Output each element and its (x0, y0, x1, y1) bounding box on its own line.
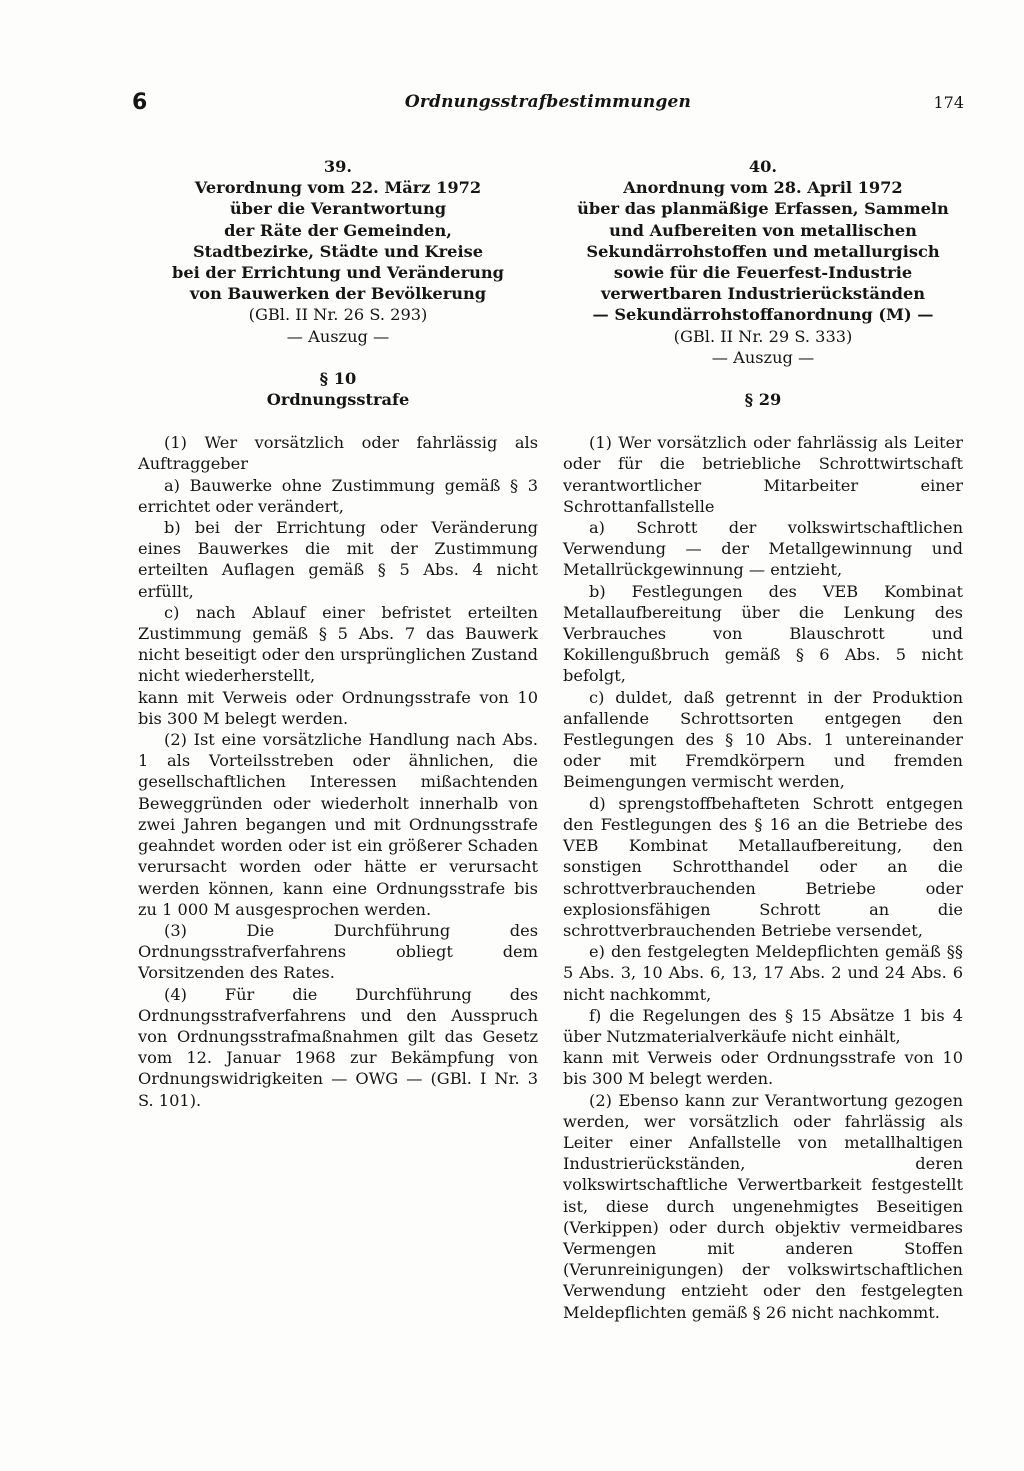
excerpt-label: — Auszug — (286, 326, 390, 346)
paragraph: b) Festlegungen des VEB Kombinat Metallaufbereitung über die Lenkung des Verbrauches von Blauschrott und Kokillengußbruch gemäß § 6 Abs. 5 nicht befolgt, (563, 581, 963, 686)
regulation-number: 40. (748, 157, 778, 176)
regulation-title-line: Stadtbezirke, Städte und Kreise (192, 241, 484, 261)
excerpt-label: — Auszug — (711, 347, 815, 367)
page-number: 174 (933, 93, 964, 112)
paragraph: (3) Die Durchführung des Ordnungsstrafverfahrens obliegt dem Vorsitzenden des Rates. (138, 920, 538, 983)
paragraph: d) sprengstoffbehafteten Schrott entgegen den Festlegungen des § 16 an die Betriebe des VEB Kombinat Metallaufbereitung, den sonstigen Schrotthandel oder an die schrottverbrauchenden Betriebe oder explosionsfähigen Schrott an die schrottverbrauchenden Betriebe versendet, (563, 793, 963, 940)
regulation-title-line: über die Verantwortung (229, 199, 447, 219)
left-column (138, 156, 538, 1111)
paragraph: a) Schrott der volkswirtschaftlichen Verwendung — der Metallgewinnung und Metallrückgewinnung — entzieht, (563, 518, 963, 580)
paragraph: (1) Wer vorsätzlich oder fahrlässig als Auftraggeber (138, 433, 538, 474)
paragraph: a) Bauwerke ohne Zustimmung gemäß § 3 errichtet oder verändert, (138, 475, 538, 516)
section-heading: § 29 (744, 390, 782, 410)
paragraph: f) die Regelungen des § 15 Absätze 1 bis 4 über Nutzmaterialverkäufe nicht einhält, (563, 1005, 963, 1046)
paragraph: b) bei der Errichtung oder Veränderung eines Bauwerkes die mit der Zustimmung erteilten Auflagen gemäß § 5 Abs. 4 nicht erfüllt, (138, 518, 538, 601)
paragraph: c) nach Ablauf einer befristet erteilten Zustimmung gemäß § 5 Abs. 7 das Bauwerk nicht beseitigt oder den ursprünglichen Zustand nicht wiederherstellt, (138, 602, 538, 686)
regulation-title-line: — Sekundärrohstoffanordnung (M) — (592, 305, 934, 325)
regulation-title-line: verwertbaren Industrierückständen (600, 284, 926, 304)
paragraph: e) den festgelegten Meldepflichten gemäß §§ 5 Abs. 3, 10 Abs. 6, 13, 17 Abs. 2 und 24 Abs. 6 nicht nachkommt, (563, 942, 963, 1004)
regulation-title-line: der Räte der Gemeinden, (224, 220, 452, 240)
running-title: Ordnungsstrafbestimmungen (404, 92, 692, 112)
regulation-title-line: über das planmäßige Erfassen, Sammeln (577, 199, 949, 219)
right-column (563, 156, 963, 1323)
regulation-title-line: Verordnung vom 22. März 1972 (194, 178, 482, 198)
regulation-title-line: von Bauwerken der Bevölkerung (189, 284, 487, 304)
regulation-title-line: Anordnung vom 28. April 1972 (623, 178, 903, 198)
paragraph: (1) Wer vorsätzlich oder fahrlässig als Leiter oder für die betriebliche Schrottwirtschaft verantwortlicher Mitarbeiter einer Schrottanfallstelle (563, 433, 963, 516)
paragraph: (2) Ist eine vorsätzliche Handlung nach Abs. 1 als Vorteilsstreben oder ähnlichen, die gesellschaftlichen Interessen mißachtenden Beweggründen oder wiederholt innerhalb von zwei Jahren begangen und mit Ordnungsstrafe geahndet worden oder ist ein größerer Schaden verursacht worden oder hätte er verursacht werden können, kann eine Ordnungsstrafe bis zu 1 000 M ausgesprochen werden. (138, 730, 538, 919)
paragraph: kann mit Verweis oder Ordnungsstrafe von 10 bis 300 M belegt werden. (138, 687, 538, 728)
paragraph: c) duldet, daß getrennt in der Produktion anfallende Schrottsorten entgegen den Festlegungen des § 10 Abs. 1 untereinander oder mit Fremdkörpern und fremden Beimengungen vermischt werden, (563, 687, 963, 792)
paragraph: kann mit Verweis oder Ordnungsstrafe von 10 bis 300 M belegt werden. (563, 1048, 963, 1089)
section-body (563, 432, 963, 1323)
page-header (132, 90, 964, 120)
chapter-number: 6 (132, 90, 148, 115)
regulation-number: 39. (323, 157, 353, 176)
gazette-reference: (GBl. II Nr. 26 S. 293) (248, 305, 428, 325)
gazette-reference: (GBl. II Nr. 29 S. 333) (673, 326, 853, 346)
section-heading: § 10 (319, 368, 357, 388)
regulation-title-line: und Aufbereiten von metallischen (609, 220, 917, 240)
section-body (138, 432, 538, 1111)
regulation-title-line: Sekundärrohstoffen und metallurgisch (586, 241, 940, 261)
section-title: Ordnungsstrafe (266, 390, 410, 410)
paragraph: (4) Für die Durchführung des Ordnungsstrafverfahrens und den Ausspruch von Ordnungsstrafmaßnahmen gilt das Gesetz vom 12. Januar 1968 zur Bekämpfung von Ordnungswidrigkeiten — OWG — (GBl. I Nr. 3 S. 101). (138, 984, 538, 1110)
regulation-title-line: sowie für die Feuerfest-Industrie (613, 263, 913, 283)
paragraph: (2) Ebenso kann zur Verantwortung gezogen werden, wer vorsätzlich oder fahrlässig als Leiter einer Anfallstelle von metallhaltigen Industrierückständen, deren volkswirtschaftliche Verwertbarkeit festgestellt ist, diese durch ungenehmigtes Beseitigen (Verkippen) oder durch objektiv vermeidbares Vermengen mit anderen Stoffen (Verunreinigungen) der volkswirtschaftlichen Verwendung entzieht oder den festgelegten Meldepflichten gemäß § 26 nicht nachkommt. (563, 1090, 963, 1322)
regulation-title-line: bei der Errichtung und Veränderung (172, 263, 504, 283)
